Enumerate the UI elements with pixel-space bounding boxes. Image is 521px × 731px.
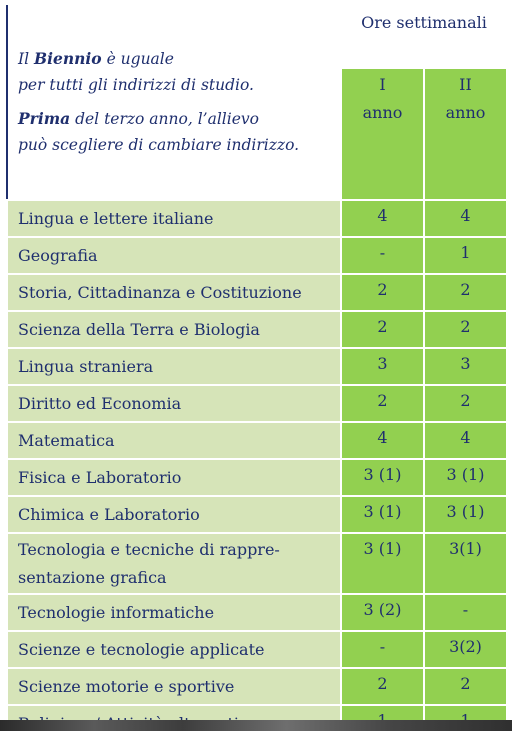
year-2-hours: - bbox=[424, 594, 507, 631]
header-row-top bbox=[7, 4, 507, 68]
subject-cell: Fisica e Laboratorio bbox=[7, 459, 341, 496]
year-1-hours: 2 bbox=[341, 274, 424, 311]
year-1-hours: 2 bbox=[341, 311, 424, 348]
year-1-hours: 2 bbox=[341, 385, 424, 422]
year-2-hours: 2 bbox=[424, 311, 507, 348]
subject-cell: Diritto ed Economia bbox=[7, 385, 341, 422]
biennio-word: Biennio bbox=[34, 49, 102, 68]
year-2-hours: 2 bbox=[424, 385, 507, 422]
year-2-hours: 1 bbox=[424, 237, 507, 274]
year-2-hours: 3 (1) bbox=[424, 496, 507, 533]
intro-line-4: può scegliere di cambiare indirizzo. bbox=[18, 136, 300, 154]
prima-word: Prima bbox=[18, 109, 71, 128]
year-1-hours: - bbox=[341, 237, 424, 274]
subject-cell: Scienze motorie e sportive bbox=[7, 668, 341, 705]
year-2-header: II anno bbox=[424, 68, 507, 200]
table-row bbox=[7, 496, 507, 533]
year-2-hours: 2 bbox=[424, 274, 507, 311]
intro-line-1: Il Biennio è uguale bbox=[18, 49, 174, 68]
subject-cell: Tecnologie informatiche bbox=[7, 594, 341, 631]
subject-cell: Geografia bbox=[7, 237, 341, 274]
year-1-hours: 4 bbox=[341, 422, 424, 459]
curriculum-table bbox=[6, 3, 508, 731]
year-2-hours: 4 bbox=[424, 200, 507, 237]
subject-cell: Lingua straniera bbox=[7, 348, 341, 385]
table-row bbox=[7, 385, 507, 422]
table-row bbox=[7, 237, 507, 274]
year-2-hours: 2 bbox=[424, 668, 507, 705]
table-row bbox=[7, 348, 507, 385]
year-1-hours: 2 bbox=[341, 668, 424, 705]
table-row bbox=[7, 200, 507, 237]
background-photo-strip bbox=[0, 720, 521, 731]
subject-cell: Scienze e tecnologie applicate bbox=[7, 631, 341, 668]
year-1-hours: 3 (1) bbox=[341, 459, 424, 496]
subject-cell: Matematica bbox=[7, 422, 341, 459]
intro-line-3: Prima del terzo anno, l’allievo bbox=[18, 109, 259, 128]
subject-cell: Chimica e Laboratorio bbox=[7, 496, 341, 533]
year-2-hours: 3 bbox=[424, 348, 507, 385]
table-row bbox=[7, 274, 507, 311]
year-1-hours: 4 bbox=[341, 200, 424, 237]
weekly-hours-header: Ore settimanali bbox=[341, 4, 507, 68]
subject-cell: Tecnologia e tecniche di rappre- sentazione grafica bbox=[7, 533, 341, 594]
year-1-hours: 3 bbox=[341, 348, 424, 385]
table-row bbox=[7, 631, 507, 668]
year-1-hours: 3 (2) bbox=[341, 594, 424, 631]
year-2-hours: 4 bbox=[424, 422, 507, 459]
table-row bbox=[7, 311, 507, 348]
year-2-hours: 3(2) bbox=[424, 631, 507, 668]
table-row bbox=[7, 668, 507, 705]
year-2-hours: 3 (1) bbox=[424, 459, 507, 496]
page-edge bbox=[512, 0, 521, 731]
intro-box bbox=[7, 4, 341, 200]
subject-cell: Storia, Cittadinanza e Costituzione bbox=[7, 274, 341, 311]
table-row bbox=[7, 594, 507, 631]
year-1-hours: - bbox=[341, 631, 424, 668]
year-2-hours: 3(1) bbox=[424, 533, 507, 594]
year-1-header: I anno bbox=[341, 68, 424, 200]
table-row bbox=[7, 533, 507, 594]
year-1-hours: 3 (1) bbox=[341, 496, 424, 533]
table-row bbox=[7, 459, 507, 496]
intro-line-2: per tutti gli indirizzi di studio. bbox=[18, 76, 254, 94]
subject-cell: Scienza della Terra e Biologia bbox=[7, 311, 341, 348]
year-1-hours: 3 (1) bbox=[341, 533, 424, 594]
subject-cell: Lingua e lettere italiane bbox=[7, 200, 341, 237]
table-row bbox=[7, 422, 507, 459]
